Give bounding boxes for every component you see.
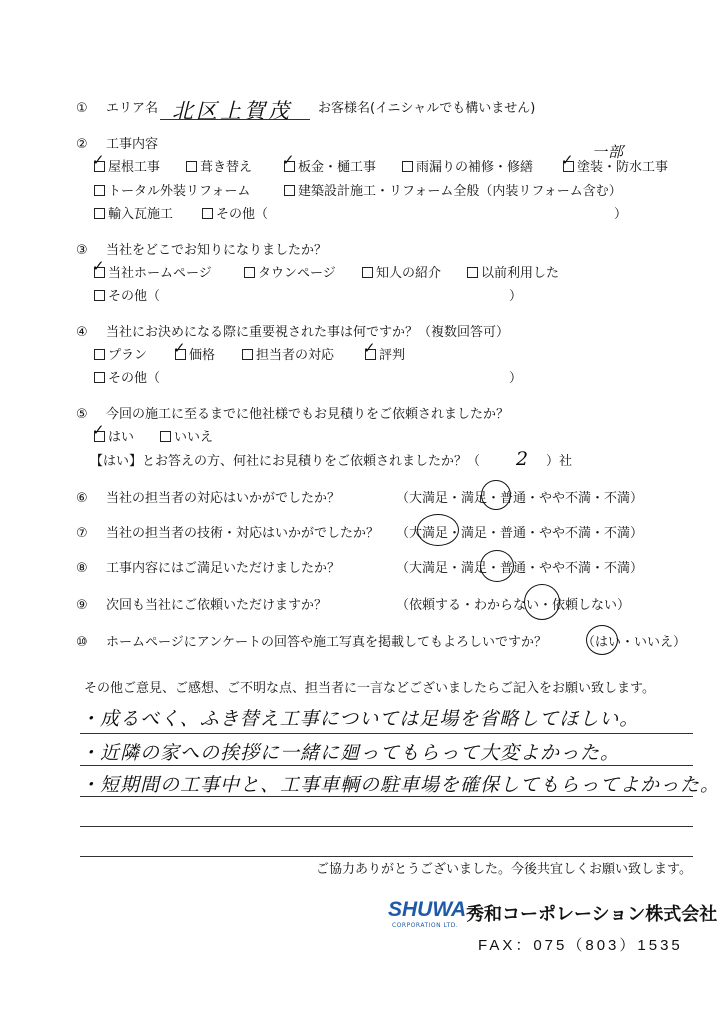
q1-number: ①	[76, 101, 88, 116]
checkbox[interactable]	[467, 267, 478, 278]
checkbox[interactable]	[284, 185, 295, 196]
comment-rule-1	[80, 733, 693, 734]
q3-title: 当社をどこでお知りになりましたか？	[106, 243, 328, 258]
q5-number: ⑤	[76, 407, 88, 422]
checkbox[interactable]	[160, 431, 171, 442]
checkbox[interactable]	[242, 349, 253, 360]
thanks-text: ご協力ありがとうございました。今後共宜しくお願い致します。	[316, 862, 692, 877]
q2-option-roof[interactable]: ✓ 屋根工事	[92, 151, 161, 175]
q3-option-referral[interactable]: 知人の紹介	[362, 266, 441, 282]
q8-title: 工事内容にはご満足いただけましたか？	[106, 561, 341, 576]
answer-circle	[524, 584, 560, 620]
comment-rule-2	[80, 765, 693, 766]
comment-line-3[interactable]: ・短期間の工事中と、工事車輌の駐車場を確保してもらってよかった。	[80, 774, 721, 796]
checkbox[interactable]	[244, 267, 255, 278]
checkbox[interactable]	[402, 161, 413, 172]
q3-other-close: ）	[509, 289, 523, 304]
q6-title: 当社の担当者の対応はいかがでしたか？	[106, 491, 341, 506]
checkbox-checked[interactable]: ✓	[94, 267, 105, 278]
customer-label: お客様名(イニシャルでも構いません)	[318, 101, 536, 116]
checkbox[interactable]	[94, 208, 105, 219]
q2-option-import-tile[interactable]: 輸入瓦施工	[94, 207, 173, 223]
q4-number: ④	[76, 325, 88, 340]
q2-option-design-build[interactable]: 建築設計施工・リフォーム全般（内装リフォーム含む）	[284, 184, 622, 200]
checkbox-checked[interactable]: ✓	[365, 349, 376, 360]
q3-option-homepage[interactable]: ✓ 当社ホームページ	[92, 257, 212, 281]
q2-option-other[interactable]: その他（	[202, 207, 268, 223]
q4-option-other[interactable]: その他（	[94, 371, 160, 387]
checkbox-checked[interactable]: ✓	[563, 161, 574, 172]
q5-suffix: ）社	[546, 454, 573, 469]
painting-note: 一部	[592, 143, 625, 161]
answer-circle	[481, 480, 511, 510]
q4-option-reputation[interactable]: ✓ 評判	[363, 339, 406, 363]
q4-option-price[interactable]: ✓ 価格	[173, 339, 216, 363]
answer-circle	[586, 625, 618, 655]
q4-other-close: ）	[509, 371, 523, 386]
checkbox-checked[interactable]: ✓	[94, 431, 105, 442]
q2-number: ②	[76, 137, 88, 152]
answer-circle	[417, 514, 459, 546]
q9-title: 次回も当社にご依頼いただけますか？	[106, 598, 328, 613]
q9-scale[interactable]: （依頼する・わからない・依頼しない）	[396, 598, 631, 613]
q3-option-other[interactable]: その他（	[94, 289, 160, 305]
q4-title: 当社にお決めになる際に重要視された事は何ですか？（複数回答可）	[106, 325, 510, 340]
q8-scale[interactable]: （大満足・満足・普通・やや不満・不満）	[396, 561, 644, 576]
q3-number: ③	[76, 243, 88, 258]
q7-number: ⑦	[76, 526, 88, 541]
q2-title: 工事内容	[106, 137, 159, 152]
q7-scale[interactable]: （大満足・満足・普通・やや不満・不満）	[396, 526, 644, 541]
q6-scale[interactable]: （大満足・満足・普通・やや不満・不満）	[396, 491, 644, 506]
q3-option-previous[interactable]: 以前利用した	[467, 266, 559, 282]
checkbox-checked[interactable]: ✓	[94, 161, 105, 172]
q2-option-reroof[interactable]: 葺き替え	[186, 160, 252, 176]
company-logo-sub: CORPORATION LTD.	[392, 922, 459, 929]
checkbox-checked[interactable]: ✓	[284, 161, 295, 172]
checkbox[interactable]	[94, 372, 105, 383]
comment-rule-3	[80, 796, 693, 797]
q4-option-staff[interactable]: 担当者の対応	[242, 348, 334, 364]
q10-scale[interactable]: （はい・いいえ）	[582, 635, 687, 650]
comment-rule-5	[80, 856, 693, 857]
checkbox[interactable]	[186, 161, 197, 172]
q7-title: 当社の担当者の技術・対応はいかがでしたか？	[106, 526, 380, 541]
comment-line-1[interactable]: ・成るべく、ふき替え工事については足場を省略してほしい。	[80, 708, 640, 730]
q5-count[interactable]: 2	[516, 448, 530, 470]
q2-option-sheetmetal[interactable]: ✓ 板金・樋工事	[282, 151, 377, 175]
q10-number: ⑩	[76, 635, 88, 650]
checkbox[interactable]	[94, 185, 105, 196]
q3-option-townpage[interactable]: タウンページ	[244, 266, 336, 282]
q2-option-total-exterior[interactable]: トータル外装リフォーム	[94, 184, 250, 200]
q5-title: 今回の施工に至るまでに他社様でもお見積りをご依頼されましたか？	[106, 407, 510, 422]
q10-title: ホームページにアンケートの回答や施工写真を掲載してもよろしいですか？	[106, 635, 547, 650]
q2-option-painting[interactable]: ✓ 塗装・防水工事	[561, 151, 669, 175]
area-value[interactable]: 北区上賀茂	[172, 99, 292, 123]
q5-followup: 【はい】とお答えの方、何社にお見積りをご依頼されましたか？（	[90, 454, 481, 469]
q2-option-leak-repair[interactable]: 雨漏りの補修・修繕	[402, 160, 533, 176]
checkbox[interactable]	[362, 267, 373, 278]
checkbox[interactable]	[202, 208, 213, 219]
q5-option-yes[interactable]: ✓ はい	[92, 421, 135, 445]
area-label: エリア名	[106, 101, 159, 116]
checkbox[interactable]	[94, 290, 105, 301]
company-logo: SHUWA	[388, 898, 467, 921]
q8-number: ⑧	[76, 561, 88, 576]
q5-option-no[interactable]: いいえ	[160, 430, 213, 446]
q9-number: ⑨	[76, 598, 88, 613]
q6-number: ⑥	[76, 491, 88, 506]
fax-number: FAX：075（803）1535	[478, 937, 683, 954]
comment-line-2[interactable]: ・近隣の家への挨拶に一緒に廻ってもらって大変よかった。	[80, 742, 621, 764]
checkbox[interactable]	[94, 349, 105, 360]
company-name: 秀和コーポレーション株式会社	[466, 904, 718, 925]
comment-rule-4	[80, 826, 693, 827]
q4-option-plan[interactable]: プラン	[94, 348, 147, 364]
answer-circle	[480, 550, 514, 582]
q2-other-close: ）	[614, 207, 628, 222]
checkbox-checked[interactable]: ✓	[175, 349, 186, 360]
comments-prompt: その他ご意見、ご感想、ご不明な点、担当者に一言などございましたらご記入をお願い致します。	[84, 681, 655, 696]
